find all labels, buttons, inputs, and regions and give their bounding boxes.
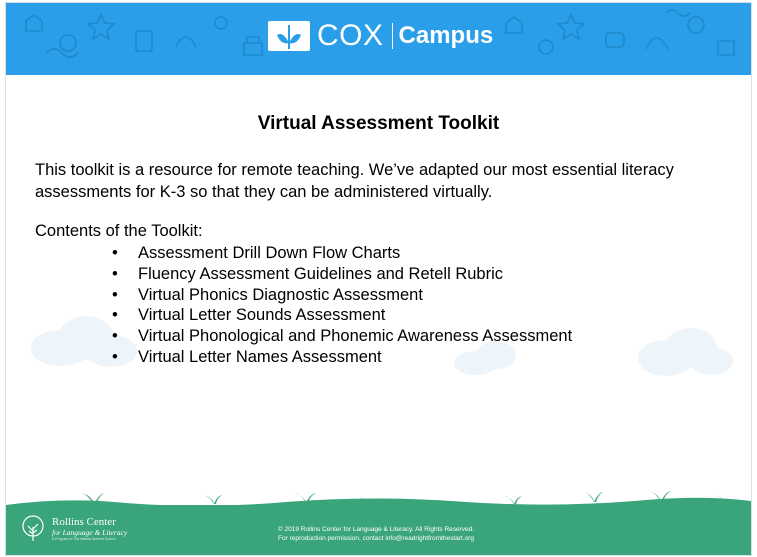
- copyright-notice: [236, 525, 516, 543]
- tree-icon: [20, 515, 46, 543]
- brand-cox-text: COX: [317, 19, 384, 52]
- copyright-line: © 2019 Rollins Center for Language & Literacy. All Rights Reserved.: [277, 526, 475, 533]
- toolkit-contents-list: [112, 243, 572, 368]
- bullet-icon: •: [112, 327, 118, 346]
- list-item-text: Virtual Phonics Diagnostic Assessment: [138, 285, 423, 304]
- permission-line: For reproduction permission, contact info@readrightfromthestart.org: [278, 535, 474, 542]
- document-page: [5, 2, 752, 556]
- contents-heading: Contents of the Toolkit:: [35, 222, 203, 240]
- bullet-icon: •: [112, 347, 118, 366]
- list-item: [112, 285, 572, 306]
- org-name: Rollins Center: [52, 515, 116, 528]
- banner-scalloped-edge: [6, 66, 751, 75]
- rollins-center-logo: [20, 515, 127, 543]
- list-item: [112, 347, 572, 368]
- brand-campus-text: Campus: [398, 22, 494, 49]
- list-item: [112, 305, 572, 326]
- list-item: [112, 243, 572, 264]
- list-item: [112, 264, 572, 285]
- org-subtitle: for Language & Literacy: [52, 527, 128, 537]
- org-tagline: A Program of The Atlanta Speech School: [52, 536, 116, 541]
- bullet-icon: •: [112, 285, 118, 304]
- list-item-text: Virtual Letter Names Assessment: [138, 347, 382, 366]
- bullet-icon: •: [112, 306, 118, 325]
- bullet-icon: •: [112, 264, 118, 283]
- list-item-text: Assessment Drill Down Flow Charts: [138, 244, 401, 262]
- document-title: Virtual Assessment Toolkit: [257, 113, 500, 134]
- list-item-text: Fluency Assessment Guidelines and Retell Rubric: [138, 264, 504, 283]
- header-banner: [6, 3, 751, 75]
- rollins-center-text: [52, 517, 127, 542]
- list-item-text: Virtual Phonological and Phonemic Awareness Assessment: [138, 327, 573, 346]
- intro-paragraph: This toolkit is a resource for remote teaching. We’ve adapted our most essential literacy assessments for K-3 so that they can be administered virtually.: [35, 161, 674, 201]
- bullet-icon: •: [112, 244, 118, 262]
- logo-divider: [392, 23, 393, 49]
- cox-campus-logo: [267, 17, 493, 55]
- list-item: [112, 326, 572, 347]
- list-item-text: Virtual Letter Sounds Assessment: [138, 306, 386, 325]
- open-book-icon: [267, 19, 311, 53]
